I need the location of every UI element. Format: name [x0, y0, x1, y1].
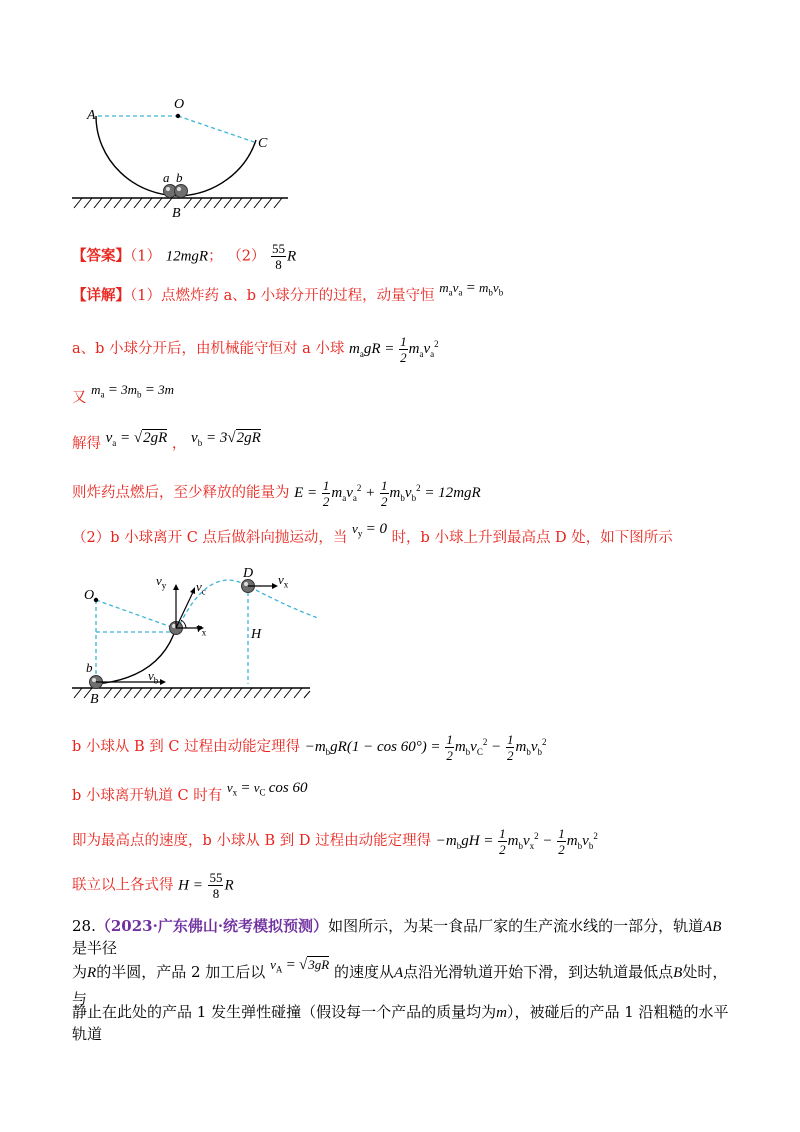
- question-A: A: [393, 965, 404, 981]
- equation-vy-zero: $v_y = 0$: [352, 521, 387, 539]
- label-vx: $v_x$: [196, 620, 207, 638]
- result-H-num: 55: [209, 870, 223, 885]
- question-text-2d: 点沿光滑轨道开始下滑，到达轨道最低点: [403, 963, 674, 981]
- detail-line-9: [72, 826, 598, 857]
- detail-line-10: [72, 870, 234, 901]
- answer-fraction-den: 8: [275, 257, 282, 272]
- detail-line-5: [72, 478, 481, 509]
- track-arc-BC: [96, 628, 176, 684]
- equation-momentum: $m_av_a = m_bv_b$: [439, 280, 504, 298]
- label-H: H: [251, 627, 262, 642]
- label-B: B: [172, 206, 181, 221]
- result-H-R: R: [224, 877, 234, 894]
- question-B: B: [673, 965, 683, 981]
- detail-line-7: [72, 732, 546, 763]
- label-vy: $v_y$: [156, 573, 167, 591]
- detail-label: 【详解】: [72, 287, 130, 304]
- label-vb: $v_b$: [148, 668, 159, 686]
- detail-line-2: [72, 334, 439, 365]
- question-text-2b: 的半圆，产品 2 加工后以: [96, 963, 266, 981]
- detail-line-1: [72, 280, 504, 311]
- question-R: R: [87, 965, 97, 981]
- arrow-vc: [176, 590, 194, 628]
- dashed-line-OC-2: [96, 600, 174, 628]
- question-text-3a: 静止在此处的产品 1 发生弹性碰撞（假设每一个产品的质量均为: [72, 1003, 497, 1021]
- question-text-1: 如图所示，为某一食品厂家的生产流水线的一部分，轨道: [328, 917, 704, 935]
- equation-vA: $v_A = √3gR$: [270, 957, 330, 975]
- detail-line-6: [72, 521, 673, 553]
- equation-mass: $m_a = 3m_b = 3m$: [91, 382, 175, 400]
- detail-text-8: b 小球离开轨道 C 时有: [72, 788, 223, 804]
- detail-text-6a: （2）b 小球离开 C 点后做斜向抛运动，当: [72, 530, 348, 546]
- figure-projectile: [60, 568, 330, 710]
- answer-fraction-num: 55: [272, 241, 286, 256]
- question-28-line-1: [72, 916, 732, 959]
- detail-separator-4: ，: [171, 436, 187, 452]
- detail-line-3: [72, 380, 174, 405]
- question-text-3b: ），被碰后的产品 1 沿粗糙的水平轨道: [72, 1003, 729, 1043]
- detail-text-4: 解得: [72, 436, 101, 452]
- label-a: a: [163, 170, 170, 185]
- label-D: D: [243, 566, 254, 581]
- label-A: A: [87, 108, 96, 123]
- equation-work-energy-BC: $-m_bgR(1 - \cos 60^\circ)$ = $\frac{1}{2}$ $m_bv_C^2$ − $\frac{1}{2}$ $m_bv_b^2$: [304, 732, 547, 764]
- detail-text-3: 又: [72, 390, 87, 406]
- dashed-line-OC: [178, 116, 254, 142]
- result-H-den: 8: [212, 886, 220, 901]
- answer-R: R: [287, 248, 297, 265]
- equation-vb: $v_b = 3√2gR$: [191, 430, 261, 448]
- question-text-2c: 的速度从: [333, 963, 394, 981]
- question-text-1b: 是半径: [72, 939, 118, 957]
- equation-vx: $v_x = v_C$ cos 60: [226, 780, 308, 798]
- detail-text-6b: 时，b 小球上升到最高点 D 处，如下图所示: [391, 530, 673, 546]
- equation-work-energy-BD: $-m_bgH$ = $\frac{1}{2}$ $m_bv_x^2$ − $\frac{1}{2}$ $m_bv_b^2$: [435, 826, 598, 858]
- result-H-lhs: H =: [178, 877, 203, 894]
- label-vx-D: $v_x$: [278, 572, 289, 590]
- center-point-O: [176, 114, 180, 118]
- answer-line: [72, 241, 296, 272]
- equation-energy-a: $m_agR$ = $\frac{1}{2}$ $m_av_a^2$: [349, 334, 439, 366]
- ball-b: [175, 185, 188, 198]
- answer-value-1: 12mgR: [165, 248, 209, 265]
- detail-text-5: 则炸药点燃后，至少释放的能量为: [72, 485, 290, 501]
- detail-line-4: [72, 428, 261, 453]
- detail-text-2: a、b 小球分开后，由机械能守恒对 a 小球: [72, 341, 345, 357]
- question-source: （2023·广东佛山·统考模拟预测）: [95, 917, 329, 935]
- label-O: O: [174, 97, 185, 112]
- result-H-fraction: [208, 870, 223, 901]
- question-AB: AB: [703, 919, 722, 935]
- detail-text-1: （1）点燃炸药 a、b 小球分开的过程，动量守恒: [130, 288, 435, 304]
- label-vc: $v_c$: [196, 579, 206, 597]
- answer-fraction: [271, 241, 286, 272]
- question-28-line-3: [72, 1002, 732, 1045]
- detail-text-9: 即为最高点的速度，b 小球从 B 到 D 过程由动能定理得: [72, 833, 432, 849]
- detail-text-7: b 小球从 B 到 C 过程由动能定理得: [72, 739, 301, 755]
- question-text-2e: 处时，与: [72, 963, 728, 1008]
- equation-energy-release: E = $\frac{1}{2}$ $m_av_a^2$ + $\frac{1}{2}$ $m_bv_b^2 = 12mgR$: [294, 478, 481, 510]
- answer-label: 【答案】: [72, 247, 130, 265]
- question-m: m: [496, 1005, 507, 1021]
- detail-text-10: 联立以上各式得: [72, 877, 174, 894]
- label-B-2: B: [90, 692, 99, 707]
- label-O-2: O: [84, 588, 95, 603]
- equation-va: $v_a = √2gR$: [105, 430, 168, 448]
- answer-separator: ；: [208, 248, 223, 265]
- center-point-O-2: [94, 598, 98, 602]
- label-b: b: [176, 170, 183, 185]
- label-b-2: b: [86, 660, 93, 675]
- answer-part2: （2）: [227, 248, 266, 265]
- detail-line-8: [72, 778, 308, 803]
- question-number: 28.: [72, 917, 96, 935]
- question-text-2a: 为: [72, 963, 88, 981]
- answer-part1: （1）: [130, 248, 161, 265]
- ground-hatching-2: [74, 688, 310, 698]
- label-C: C: [258, 136, 268, 151]
